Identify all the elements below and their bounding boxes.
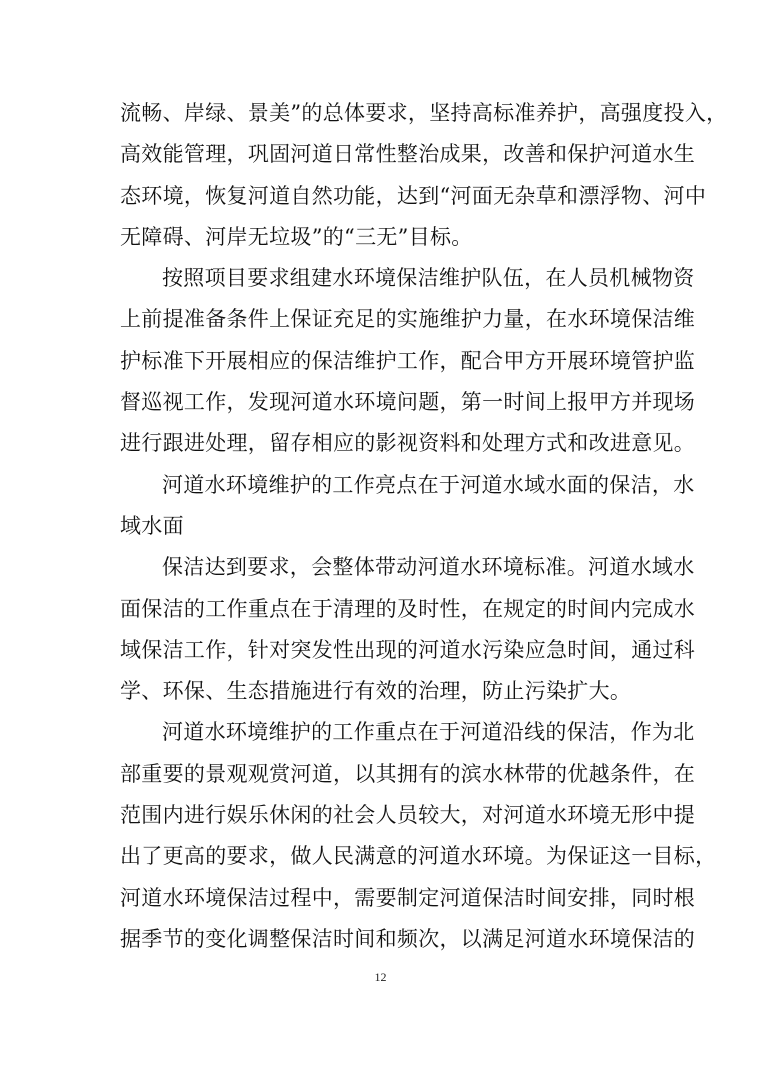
text-line: 范围内进行娱乐休闲的社会人员较大，对河道水环境无形中提 [120, 803, 696, 828]
text-line: 高效能管理，巩固河道日常性整治成果，改善和保护河道水生 [120, 142, 696, 167]
text-line: 河道水环境维护的工作亮点在于河道水域水面的保洁，水 [162, 472, 695, 497]
text-line: 河道水环境维护的工作重点在于河道沿线的保洁，作为北 [162, 720, 695, 745]
page-number: 12 [374, 970, 387, 984]
text-line: 河道水环境保洁过程中，需要制定河道保洁时间安排，同时根 [120, 885, 696, 910]
text-line: 部重要的景观观赏河道，以其拥有的滨水林带的优越条件，在 [120, 761, 696, 786]
text-line: 域保洁工作，针对突发性出现的河道水污染应急时间，通过科 [120, 637, 696, 662]
text-line: 按照项目要求组建水环境保洁维护队伍，在人员机械物资 [162, 266, 695, 291]
text-line: 保洁达到要求，会整体带动河道水环境标准。河道水域水 [162, 555, 695, 580]
text-line: 据季节的变化调整保洁时间和频次，以满足河道水环境保洁的 [120, 926, 696, 951]
text-line: 上前提准备条件上保证充足的实施维护力量，在水环境保洁维 [120, 307, 696, 332]
text-line: 学、环保、生态措施进行有效的治理，防止污染扩大。 [120, 679, 632, 704]
document-body [120, 98, 728, 965]
text-line: 无障碍、河岸无垃圾”的“三无”目标。 [120, 224, 473, 249]
text-line: 域水面 [120, 513, 184, 538]
text-line: 面保洁的工作重点在于清理的及时性，在规定的时间内完成水 [120, 596, 696, 621]
text-line: 护标准下开展相应的保洁维护工作，配合甲方开展环境管护监 [120, 348, 696, 373]
text-line: 态环境，恢复河道自然功能，达到“河面无杂草和漂浮物、河中 [120, 183, 707, 208]
text-line: 流畅、岸绿、景美”的总体要求，坚持高标准养护，高强度投入， [120, 101, 728, 125]
text-line: 进行跟进处理，留存相应的影视资料和处理方式和改进意见。 [120, 431, 696, 456]
text-line: 出了更高的要求，做人民满意的河道水环境。为保证这一目标， [120, 844, 717, 869]
text-line: 督巡视工作，发现河道水环境问题，第一时间上报甲方并现场 [120, 390, 696, 415]
